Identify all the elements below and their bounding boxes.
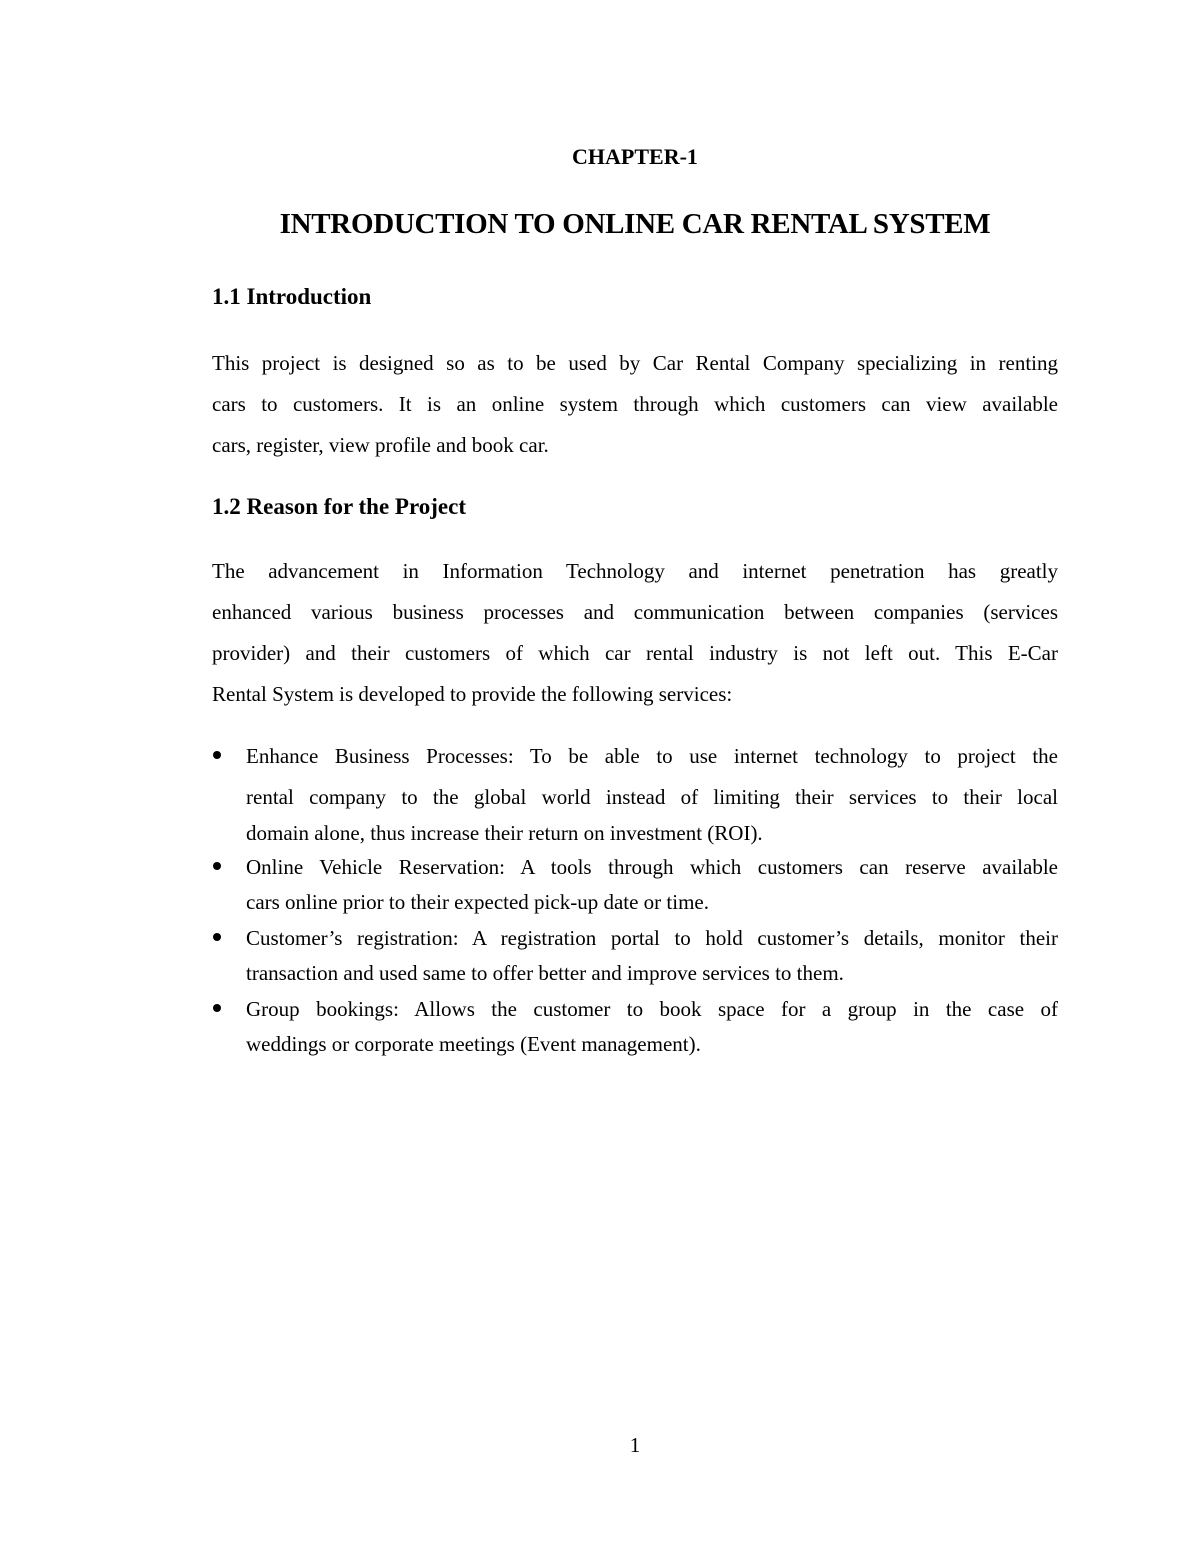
list-item-line: transaction and used same to offer better and improve services to them. — [246, 961, 844, 985]
list-item — [212, 918, 1058, 989]
bullet-icon — [213, 1004, 221, 1012]
paragraph-line: This project is designed so as to be used by Car Rental Company specializing in renting — [212, 351, 1058, 375]
page-number: 1 — [629, 1433, 641, 1457]
paragraph-line: cars, register, view profile and book car. — [212, 433, 549, 457]
list-item-line: cars online prior to their expected pick-up date or time. — [246, 890, 709, 914]
bullet-icon — [213, 862, 221, 870]
bullet-icon — [213, 933, 221, 941]
paragraph-line: enhanced various business processes and communication between companies (services — [212, 600, 1058, 624]
list-item-line: Group bookings: Allows the customer to book space for a group in the case of — [246, 997, 1058, 1021]
list-item-line: Customer’s registration: A registration portal to hold customer’s details, monitor their — [246, 926, 1058, 950]
introduction-paragraph — [212, 343, 1058, 466]
page-title: INTRODUCTION TO ONLINE CAR RENTAL SYSTEM — [279, 208, 991, 240]
paragraph-line: Rental System is developed to provide the following services: — [212, 682, 733, 706]
section-heading-introduction: 1.1 Introduction — [212, 284, 372, 309]
list-item — [212, 736, 1058, 847]
services-bullet-list — [212, 736, 1058, 1060]
list-item-line: Enhance Business Processes: To be able to use internet technology to project the — [246, 744, 1058, 768]
reason-paragraph — [212, 551, 1058, 715]
paragraph-line: The advancement in Information Technology and internet penetration has greatly — [212, 559, 1058, 583]
chapter-label: CHAPTER-1 — [572, 144, 698, 169]
list-item-line: domain alone, thus increase their return on investment (ROI). — [246, 821, 763, 845]
list-item — [212, 847, 1058, 918]
bullet-icon — [213, 751, 221, 759]
list-item-line: weddings or corporate meetings (Event management). — [246, 1032, 701, 1056]
paragraph-line: provider) and their customers of which car rental industry is not left out. This E-Car — [212, 641, 1058, 665]
list-item-line: Online Vehicle Reservation: A tools through which customers can reserve available — [246, 855, 1058, 879]
paragraph-line: cars to customers. It is an online system through which customers can view available — [212, 392, 1058, 416]
list-item-line: rental company to the global world instead of limiting their services to their local — [246, 785, 1058, 809]
list-item — [212, 989, 1058, 1060]
section-heading-reason: 1.2 Reason for the Project — [212, 494, 466, 519]
